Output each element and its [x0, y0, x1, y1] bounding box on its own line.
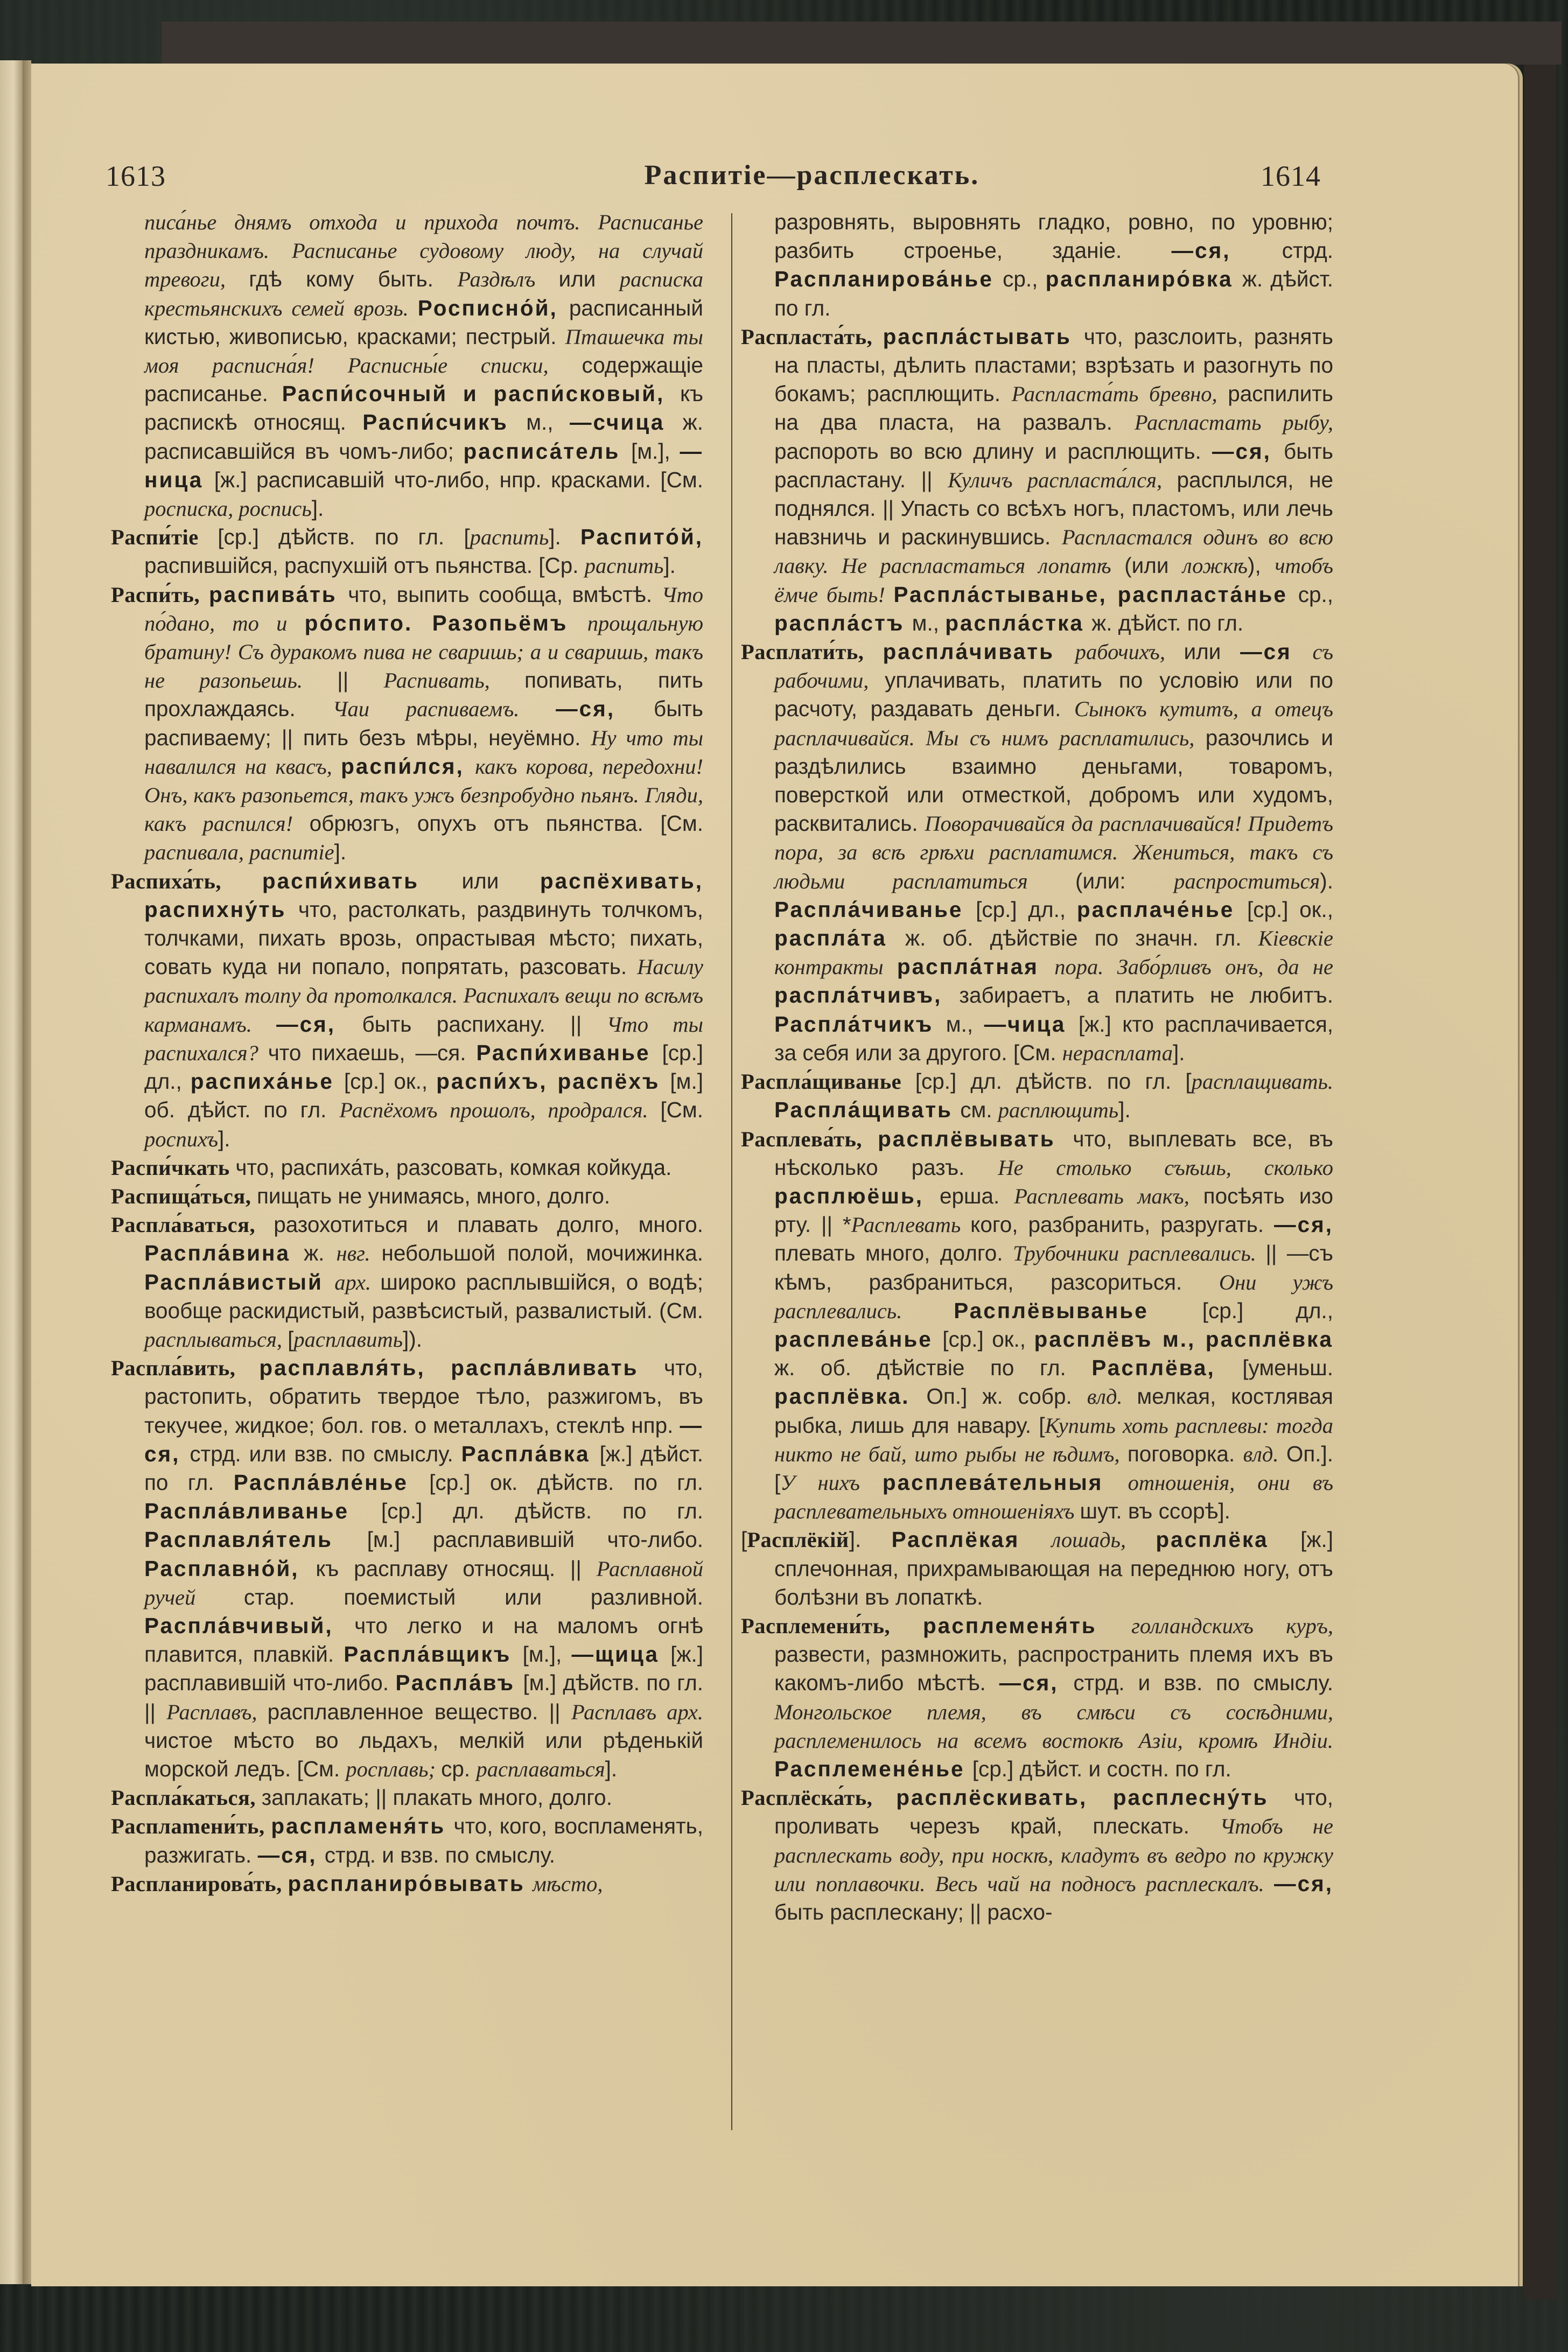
bold-form: Распито́й,	[580, 524, 703, 550]
definition-text: шут. въ ссорѣ].	[1080, 1499, 1230, 1524]
definition-text: [ср.] дѣйств. по гл. [	[218, 524, 470, 550]
definition-text: [ср.] ок.,	[942, 1326, 1034, 1352]
definition-text: [м.] об. дѣйст. по гл.	[144, 1069, 703, 1123]
headword: Распла́вить,	[111, 1356, 260, 1381]
bold-form: Распла́вливанье	[144, 1499, 381, 1524]
bold-form: Распла́вчивый,	[144, 1613, 355, 1638]
italic-example: Насилу распихалъ толпу да протолкался. Распихалъ вещи по всѣмъ карманамъ.	[144, 955, 703, 1037]
definition-text: [ср.] ок.,	[1247, 897, 1334, 922]
definition-text: ж. расписавшійся въ чомъ-либо;	[144, 410, 703, 464]
definition-text: развести, размножить, распространить племя ихъ въ какомъ-либо мѣстѣ.	[774, 1642, 1333, 1696]
italic-example: мѣсто,	[533, 1871, 603, 1896]
definition-text: ср.,	[1298, 582, 1333, 607]
italic-example: Раздѣлъ	[457, 267, 559, 292]
definition-text: [ср.] ок.,	[344, 1069, 437, 1094]
italic-example: Распластать рыбу,	[1134, 410, 1333, 435]
definition-text: ||	[337, 668, 384, 693]
bold-form: Распла́вка	[461, 1441, 600, 1466]
definition-text: быть распихану. ||	[362, 1011, 607, 1037]
italic-example: расписка крестьянскихъ семей врозь.	[144, 267, 703, 320]
definition-text: [ж.] расписавшій что-либо, нпр. красками. [См.	[214, 467, 703, 492]
dictionary-entry	[741, 1125, 1333, 1526]
definition-text: небольшой полой, мочижинка.	[381, 1241, 703, 1266]
previous-page-edge	[0, 60, 24, 2284]
definition-text: [уменьш.	[1242, 1355, 1333, 1381]
dictionary-entry	[111, 1153, 703, 1182]
definition-text: [м.] расплавившій что-либо.	[367, 1527, 703, 1552]
italic-example: Поворачивайся да расплачивайся! Придетъ пора, за всѣ грѣхи расплатимся. Жениться, такъ съ людьми расплатиться	[774, 811, 1334, 893]
definition-text: [ср.] дѣйст. и состн. по гл.	[972, 1756, 1231, 1781]
bold-form: Распла́вле́нье	[233, 1469, 430, 1495]
italic-example: распить	[584, 554, 664, 578]
bold-form: Распланирова́нье	[774, 267, 1003, 292]
definition-text: что легко и на маломъ огнѣ плавится, плавкій.	[144, 1613, 703, 1667]
italic-example: Что по́дано, то и	[144, 582, 703, 635]
bold-form: Распла́вистый	[144, 1269, 335, 1294]
definition-text: м.,	[526, 410, 570, 435]
bold-form: Распи́хиванье	[476, 1040, 662, 1065]
definition-text: м.,	[946, 1011, 984, 1037]
italic-example: Чаи распиваемъ.	[332, 697, 556, 722]
bold-form: Расплёва,	[1091, 1355, 1243, 1381]
bold-form: расплёвъ м., расплёвка	[1034, 1326, 1333, 1352]
dictionary-entry	[111, 1210, 703, 1354]
bold-form: —ся,	[1212, 438, 1284, 464]
bold-form: распиха́нье	[190, 1069, 344, 1094]
definition-text: ].	[311, 496, 324, 521]
definition-text: м.,	[912, 610, 946, 635]
bold-form: распла́тчивъ,	[774, 983, 960, 1008]
definition-text: пищать не унимаясь, много, долго.	[256, 1183, 611, 1208]
bold-form: распланиро́вка	[1045, 267, 1242, 292]
bold-form: —ница	[144, 438, 703, 492]
definition-text: ж. дѣйст. по гл.	[774, 267, 1334, 320]
italic-example: нвг.	[336, 1241, 382, 1266]
definition-text: ср.	[441, 1756, 477, 1781]
definition-text: [ср.] ок. дѣйств. по гл.	[429, 1469, 703, 1495]
headword: Расплёкій	[747, 1528, 849, 1552]
italic-example: расплащивать.	[1191, 1069, 1333, 1094]
bold-form: распла́та	[774, 926, 906, 951]
definition-text: (или:	[1075, 868, 1174, 893]
definition-text: ]).	[403, 1326, 423, 1352]
definition-text: гдѣ кому быть.	[249, 267, 458, 292]
bold-form: распланиро́вывать	[288, 1871, 533, 1896]
text-column-left	[111, 208, 703, 1898]
definition-text: ж. дѣйст. по гл.	[1091, 610, 1244, 635]
definition-text: [	[741, 1527, 747, 1552]
headword: Расплати́ть,	[741, 640, 883, 664]
book-gutter	[23, 60, 31, 2284]
definition-text: къ расплаву относящ. ||	[316, 1556, 597, 1581]
definition-text: что пихаешь, —ся.	[268, 1040, 477, 1065]
definition-text: [ср.] дл. дѣйств. по гл.	[381, 1499, 703, 1524]
bold-form: —ся,	[556, 696, 654, 722]
headword: Распла́каться,	[111, 1786, 262, 1810]
bold-form: распла́тная	[897, 954, 1055, 979]
definition-text: ].	[605, 1756, 618, 1781]
definition-text: что, распиха́ть, разсовать, комкая койкуда.	[235, 1154, 672, 1180]
bold-form: распёхивать, распихну́ть	[144, 868, 703, 922]
dictionary-entry	[111, 523, 703, 580]
definition-text: что, выпить сообща, вмѣстѣ.	[348, 582, 662, 607]
bold-form: —ся,	[257, 1842, 325, 1867]
italic-example: роспихъ	[144, 1126, 218, 1151]
definition-text: разочлись и раздѣлились взаимно деньгами, товаромъ, поверсткой или отместкой, добромъ или худомъ, расквитались.	[774, 725, 1333, 836]
dictionary-entry	[111, 867, 703, 1153]
bold-form: распи́хъ, распёхъ	[436, 1069, 670, 1094]
headword: Распла́ваться,	[111, 1213, 274, 1237]
definition-text: широко расплывшійся, о водѣ; вообще раскидистый, развѣсистый, развалистый. (См.	[144, 1269, 704, 1323]
italic-example: распроститься	[1174, 869, 1320, 893]
definition-text: [ср.] дл.,	[1202, 1298, 1333, 1323]
bold-form: расплюёшь,	[774, 1183, 940, 1208]
bold-form: Расплёкая	[891, 1527, 1052, 1552]
definition-text: разохотиться и плавать долго, много.	[274, 1212, 703, 1237]
definition-text: обрюзгъ, опухъ отъ пьянства. [См.	[309, 811, 703, 836]
italic-example: Они ужъ расплевались.	[774, 1270, 1333, 1323]
definition-text: [См.	[660, 1097, 703, 1123]
definition-text: [ж.] дѣйст. по гл.	[144, 1441, 703, 1495]
bold-form: —ся,	[999, 1670, 1074, 1696]
definition-text: стрд. и взв. по смыслу.	[1073, 1670, 1333, 1696]
bold-form: распла́стъ	[774, 610, 912, 635]
definition-text: ].	[1118, 1097, 1131, 1123]
bold-form: распла́стывать	[883, 324, 1084, 349]
bold-form: Распи́счикъ	[362, 410, 527, 435]
headword: Расплёска́ть,	[741, 1786, 897, 1810]
italic-example: Расплевать	[851, 1213, 971, 1237]
bold-form: расплева́тельныя	[882, 1469, 1128, 1495]
definition-text: ср.,	[1003, 267, 1046, 292]
definition-text: забираетъ, а платить не любитъ.	[959, 983, 1333, 1008]
definition-text: распороть во всю длину и расплющить.	[774, 438, 1212, 464]
bold-form: Расплавля́тель	[144, 1527, 367, 1552]
dictionary-entry	[111, 1870, 703, 1898]
definition-text: ).	[1320, 868, 1333, 893]
bold-form: Расплемене́нье	[774, 1756, 972, 1781]
headword: Расплева́ть,	[741, 1126, 878, 1151]
bold-form: расплева́нье	[774, 1326, 943, 1352]
italic-example: голландскихъ куръ,	[1131, 1613, 1333, 1638]
definition-text: мелкая, костлявая рыбка, лишь для навару. [	[774, 1384, 1333, 1438]
bold-form: распламеня́ть	[271, 1814, 454, 1839]
dictionary-entry	[741, 1525, 1333, 1612]
italic-example: расплющить	[998, 1098, 1119, 1123]
book-cover-top-edge	[162, 22, 1562, 65]
definition-text: Оп.]. [	[774, 1441, 1334, 1495]
italic-example: Расплевать макъ,	[1014, 1184, 1203, 1208]
definition-text: стрд. и взв. по смыслу.	[324, 1842, 556, 1867]
definition-text: [м.] дѣйств. по гл. ||	[144, 1670, 704, 1724]
book-cover-right-edge	[1524, 65, 1556, 2299]
definition-text: ж.	[304, 1241, 337, 1266]
definition-text: разровнять, выровнять гладко, ровно, по уровню; разбить строенье, зданіе.	[774, 209, 1333, 263]
italic-example: росписка, роспись	[144, 496, 312, 521]
headword: Распища́ться,	[111, 1184, 257, 1208]
headword: Распи́чкать	[111, 1155, 236, 1180]
italic-example: Чтобъ не расплескать воду, при носкѣ, кладутъ въ ведро по кружку или поплавочки. Весь чай на подносъ расплескалъ.	[774, 1814, 1333, 1896]
italic-example: распивала, распитіе	[144, 840, 334, 865]
text-column-right	[741, 208, 1333, 1927]
italic-example: расплываться,	[144, 1327, 288, 1352]
italic-example: отношенія, они въ расплевательныхъ отношеніяхъ	[774, 1470, 1333, 1524]
italic-example: Не столько съѣшь, сколько	[998, 1155, 1333, 1180]
dictionary-entry	[741, 323, 1333, 638]
italic-example: расплаваться	[476, 1756, 605, 1781]
bold-form: распи́лся,	[341, 753, 475, 779]
definition-text: [ср.] дл. дѣйств. по гл. [	[915, 1069, 1192, 1094]
bold-form: Распи́сочный и распи́сковый,	[282, 381, 680, 407]
definition-text: [	[288, 1326, 294, 1352]
italic-example: Распёхомъ прошолъ, продрался.	[339, 1098, 661, 1123]
definition-text: что, разслоить, разнять на пласты, дѣлить пластами; взрѣзать и разогнуть по бокамъ; расплющить.	[774, 324, 1333, 407]
definition-text: поговорка.	[1127, 1441, 1243, 1466]
definition-text: расплавленное вещество. ||	[267, 1699, 571, 1724]
italic-example: лошадь,	[1051, 1528, 1156, 1552]
italic-example: съ рабочими,	[774, 640, 1333, 693]
italic-example: Трубочники расплевались.	[1013, 1241, 1266, 1266]
bold-form: Распла́стыванье, распласта́нье	[893, 582, 1298, 607]
italic-example: какъ корова, передохни! Онъ, какъ разопьется, такъ ужъ безпробудно пьянъ. Гляди, какъ распился!	[144, 754, 703, 836]
definition-text: [ж.] сплечонная, прихрамывающая на переднюю ногу, отъ болѣзни въ лопаткѣ.	[774, 1527, 1333, 1609]
italic-example: Расплавной ручей	[144, 1556, 703, 1609]
entry-continuation	[111, 208, 703, 523]
definition-text: содержащіе расписанье.	[144, 353, 703, 407]
bold-form: Распла́вина	[144, 1241, 304, 1266]
dictionary-entry	[111, 1182, 703, 1210]
italic-example: Ну что ты навалился на квасъ,	[144, 725, 704, 779]
definition-text: (или	[1124, 553, 1182, 578]
definition-text: что, растопить, обратить твердое тѣло, разжигомъ, въ текучее, жидкое; бол. гов. о металлахъ, стеклѣ нпр.	[144, 1355, 703, 1438]
bold-form: Распла́въ	[395, 1670, 523, 1696]
italic-example: Распластался одинъ во всю лавку. Не распластаться лопатѣ	[774, 525, 1333, 578]
bold-form: Распла́щивать	[774, 1097, 961, 1123]
column-divider	[731, 213, 732, 2130]
definition-text: что, проливать черезъ край, плескать.	[774, 1785, 1333, 1839]
running-head	[31, 159, 1523, 202]
bold-form: распи́хивать	[262, 868, 462, 893]
italic-example: Сынокъ кутитъ, а отецъ расплачивайся. Мы съ нимъ расплатились,	[774, 697, 1333, 750]
headword: Распланирова́ть,	[111, 1871, 288, 1896]
definition-text: стрд. или взв. по смыслу.	[190, 1441, 461, 1466]
italic-example: Пташечка ты моя расписна́я! Расписны́е списки,	[144, 324, 703, 378]
headword: Распиха́ть,	[111, 869, 262, 893]
bold-form: —ся	[1240, 639, 1313, 664]
bold-form: распла́чивать	[883, 639, 1075, 664]
bold-form: Расплёвыванье	[954, 1298, 1202, 1323]
bold-form: расплёка	[1156, 1527, 1301, 1552]
dictionary-entry	[111, 1783, 703, 1812]
definition-text: Оп.] ж. собр.	[926, 1384, 1087, 1409]
bold-form: Распла́тчикъ	[774, 1011, 946, 1037]
definition-text: чистое мѣсто во льдахъ, мелкій или рѣденькій морской ледъ. [См.	[144, 1727, 703, 1781]
definition-text: ].	[218, 1126, 230, 1151]
definition-text: стар. поемистый или разливной.	[243, 1584, 703, 1609]
bold-form: Распла́вщикъ	[344, 1642, 523, 1667]
page-number-right: 1614	[1261, 160, 1321, 192]
definition-text: ж. об. дѣйствіе по гл.	[774, 1355, 1092, 1381]
bold-form: Распла́чиванье	[774, 897, 976, 922]
italic-example: писа́нье днямъ отхода и прихода почтъ. Расписанье праздникамъ. Расписанье судовому люду, на случай тревоги,	[144, 210, 703, 292]
definition-text: или	[461, 868, 540, 893]
bold-form: расплавля́ть, распла́вливать	[259, 1355, 664, 1381]
italic-example: Расплавъ арх.	[571, 1699, 703, 1724]
italic-example: росплавь;	[346, 1756, 442, 1781]
definition-text: къ распискѣ относящ.	[144, 381, 703, 435]
bold-form: ро́спито. Разопьёмъ	[304, 610, 587, 635]
italic-example: арх.	[334, 1270, 381, 1294]
headword: Расплемени́ть,	[741, 1613, 923, 1638]
definition-text: ].	[1172, 1040, 1185, 1065]
bold-form: Росписно́й,	[417, 295, 569, 320]
definition-text: [м.],	[631, 438, 680, 464]
italic-example: Распивать,	[383, 668, 524, 693]
italic-example: Что ты распихался?	[144, 1012, 703, 1065]
dictionary-entry	[111, 1354, 703, 1783]
definition-text: что, кого, воспламенять, разжигать.	[144, 1814, 703, 1867]
headword: Распи́ть,	[111, 582, 209, 607]
definition-text: [м.],	[522, 1642, 572, 1667]
dictionary-entry	[741, 1612, 1333, 1783]
definition-text: посѣять изо рту. || *	[774, 1183, 1333, 1237]
italic-example: рабочихъ,	[1075, 640, 1184, 664]
dictionary-entry	[111, 1812, 703, 1869]
bold-form: Расплавно́й,	[144, 1556, 316, 1581]
definition-text: распившійся, распухшій отъ пьянства. [Ср.	[144, 553, 585, 578]
italic-example: Кіевскіе контракты	[774, 926, 1333, 979]
definition-text: [ср.] дл.,	[976, 897, 1077, 922]
definition-text: или	[558, 267, 620, 292]
bold-form: расплаче́нье	[1076, 897, 1248, 922]
italic-example: Расплавъ,	[166, 1699, 268, 1724]
entry-continuation	[741, 208, 1333, 323]
bold-form: —чица	[984, 1011, 1079, 1037]
definition-text: ),	[1248, 553, 1275, 578]
dictionary-page	[31, 64, 1523, 2286]
bold-form: —ся,	[1274, 1212, 1333, 1237]
italic-example: влд.	[1243, 1441, 1286, 1466]
italic-example: Распласта́ть бревно,	[1011, 382, 1228, 407]
definition-text: стрд.	[1282, 238, 1333, 263]
definition-text: заплакать; || плакать много, долго.	[261, 1785, 612, 1810]
italic-example: прощальную братину! Съ дуракомъ пива не сваришь; а и сваришь, такъ не разопьешь.	[144, 611, 703, 693]
italic-example: пора. Забо́рливъ онъ, да не	[1054, 955, 1333, 979]
italic-example: У нихъ	[780, 1470, 883, 1495]
definition-text: расписанный кистью, живописью, красками; пестрый.	[144, 295, 703, 349]
bold-form: расписа́тель	[463, 438, 631, 464]
definition-text: ].	[663, 553, 676, 578]
bold-form: расплёскивать, расплесну́ть	[896, 1785, 1294, 1810]
dictionary-entry	[741, 1783, 1333, 1927]
italic-example: влд.	[1087, 1384, 1137, 1409]
definition-text: ].	[549, 524, 580, 550]
headword: Расплameни́ть,	[111, 1814, 271, 1839]
definition-text: что, выплевать все, въ нѣсколько разъ.	[774, 1126, 1333, 1180]
italic-example: ложкѣ	[1182, 554, 1248, 578]
bold-form: —ся,	[276, 1011, 362, 1037]
definition-text: или	[1184, 639, 1241, 664]
bold-form: —счица	[569, 410, 683, 435]
definition-text: быть распластану. ||	[774, 438, 1333, 492]
italic-example: Купить хоть расплевы: тогда никто не бай, што рыбы не ѣдимъ,	[774, 1413, 1333, 1466]
definition-text: быть распиваему; || пить безъ мѣры, неуёмно.	[144, 696, 703, 750]
headword: Распла́щиванье	[741, 1069, 915, 1094]
bold-form: —ся,	[144, 1412, 703, 1466]
bold-form: распива́ть	[208, 582, 348, 607]
headword: Распласта́ть,	[741, 324, 883, 349]
italic-example: расплавить	[293, 1327, 403, 1352]
bold-form: —щица	[571, 1642, 671, 1667]
headword: Распи́тіе	[111, 525, 218, 550]
dictionary-entry	[741, 1067, 1333, 1124]
bold-form: —ся,	[1274, 1871, 1333, 1896]
italic-example: нерасплата	[1062, 1040, 1173, 1065]
bold-form: распла́стка	[945, 610, 1092, 635]
bold-form: расплеменя́ть	[922, 1613, 1132, 1638]
dictionary-entry	[741, 638, 1333, 1067]
definition-text: распилить на два пласта, на развалъ.	[774, 381, 1333, 435]
page-number-left: 1613	[106, 160, 166, 192]
definition-text: ерша.	[939, 1183, 1014, 1208]
definition-text: плевать много, долго.	[774, 1241, 1013, 1266]
italic-example: Монгольское племя, въ смѣси съ сосѣдними, расплеменилось на всемъ востокѣ Азіи, кромѣ Индіи.	[774, 1699, 1333, 1753]
italic-example: чтобъ ёмче быть!	[774, 554, 1333, 607]
definition-text: быть расплескану; || расхо-	[774, 1899, 1053, 1924]
italic-example: распить	[470, 525, 549, 550]
definition-text: см.	[960, 1097, 998, 1123]
definition-text: кого, разбранить, разругать.	[970, 1212, 1275, 1237]
bold-form: расплёвка.	[774, 1384, 927, 1409]
running-head-title: Распитіе—расплескать.	[644, 160, 980, 191]
definition-text: ].	[334, 839, 347, 865]
definition-text: ж. об. дѣйствіе по значн. гл.	[905, 926, 1258, 951]
definition-text: попивать, пить прохлаждаясь.	[144, 668, 704, 722]
definition-text: ].	[849, 1527, 892, 1552]
bold-form: расплёвывать	[878, 1126, 1073, 1151]
dictionary-entry	[111, 580, 703, 867]
definition-text: расплылся, не поднялся. || Упасть со всѣхъ ногъ, пластомъ, или лечь навзничь и раскинувшись.	[774, 467, 1333, 550]
definition-text: [ж.] кто расплачивается, за себя или за другого. [См.	[774, 1011, 1334, 1065]
italic-example: Куличъ распласта́лся,	[948, 467, 1177, 492]
bold-form: —ся,	[1171, 238, 1282, 263]
definition-text: уплачивать, платить по условію или по расчоту, раздавать деньги.	[774, 668, 1333, 722]
definition-text: [ср.] дл.,	[144, 1040, 703, 1094]
definition-text: [ж.] расплавившій что-либо.	[144, 1642, 703, 1696]
definition-text: что, растолкать, раздвинуть толчкомъ, толчками, пихать врозь, опрастывая мѣсто; пихать, совать куда ни попало, попрятать, разсовать.	[144, 897, 703, 979]
definition-text: || —съ кѣмъ, разбраниться, разсориться.	[774, 1241, 1333, 1294]
